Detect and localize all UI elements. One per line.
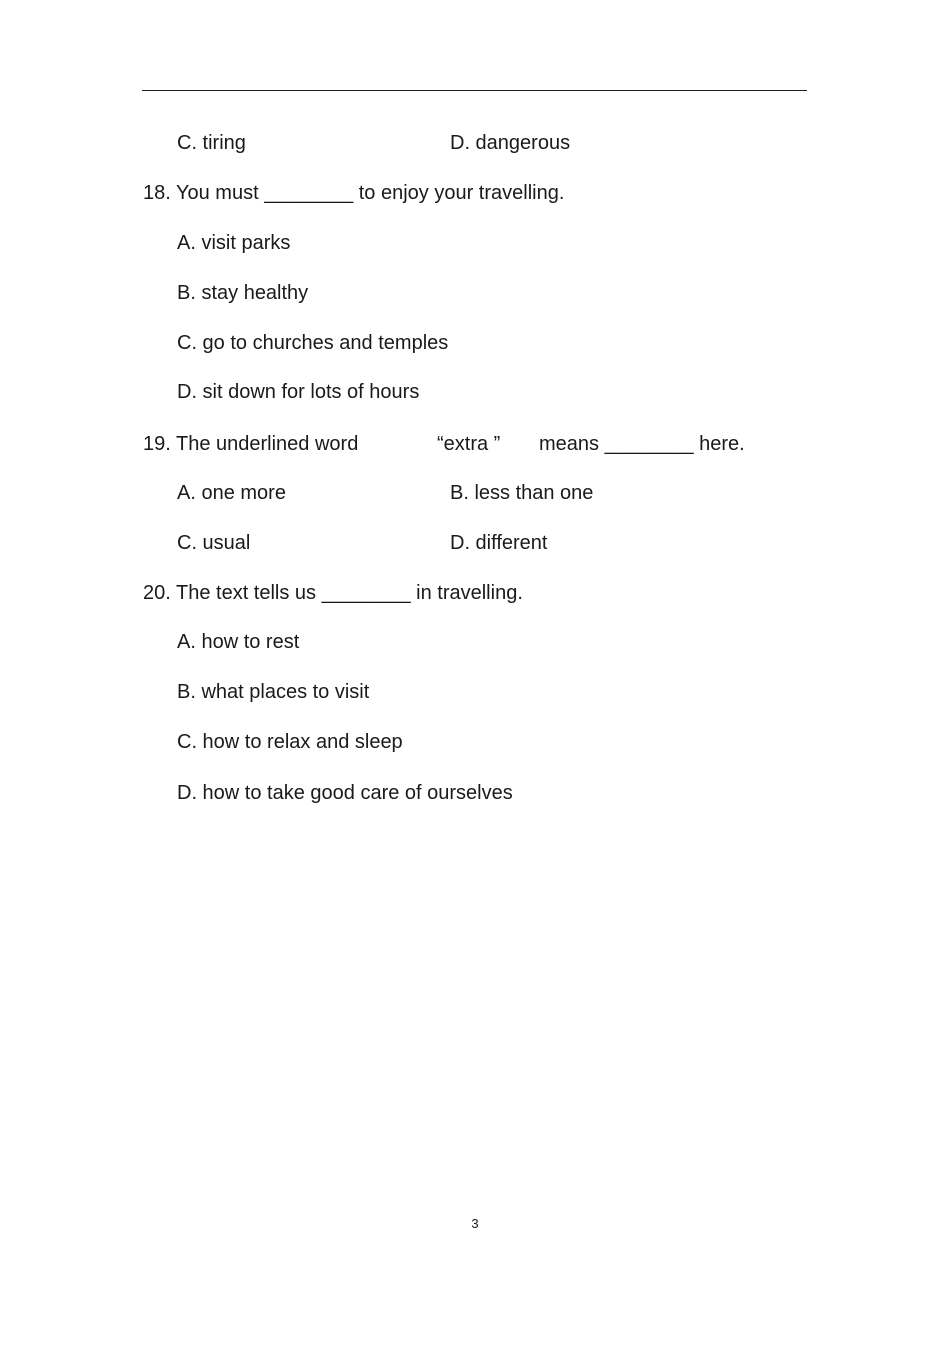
q20-option-c: C. how to relax and sleep (177, 731, 403, 753)
q19-option-b: B. less than one (450, 482, 594, 504)
q18-option-a: A. visit parks (177, 232, 291, 254)
q17-option-c: C. tiring (177, 132, 246, 154)
q19-quoted-word: “extra ” (437, 433, 501, 455)
header-rule (142, 90, 807, 91)
q19-option-a: A. one more (177, 482, 286, 504)
q20-option-b: B. what places to visit (177, 681, 370, 703)
q19-option-d: D. different (450, 532, 548, 554)
q19-stem-part1: 19. The underlined word (143, 433, 359, 455)
q17-option-d: D. dangerous (450, 132, 571, 154)
q19-option-c: C. usual (177, 532, 251, 554)
q18-option-b: B. stay healthy (177, 282, 309, 304)
q18-option-d: D. sit down for lots of hours (177, 381, 420, 403)
page-number: 3 (471, 1216, 479, 1231)
q20-option-d: D. how to take good care of ourselves (177, 782, 513, 804)
q19-stem-part2: means ________ here. (539, 433, 745, 455)
q18-stem: 18. You must ________ to enjoy your travelling. (143, 182, 565, 204)
q18-option-c: C. go to churches and temples (177, 332, 449, 354)
q20-stem: 20. The text tells us ________ in travelling. (143, 582, 523, 604)
q20-option-a: A. how to rest (177, 631, 300, 653)
